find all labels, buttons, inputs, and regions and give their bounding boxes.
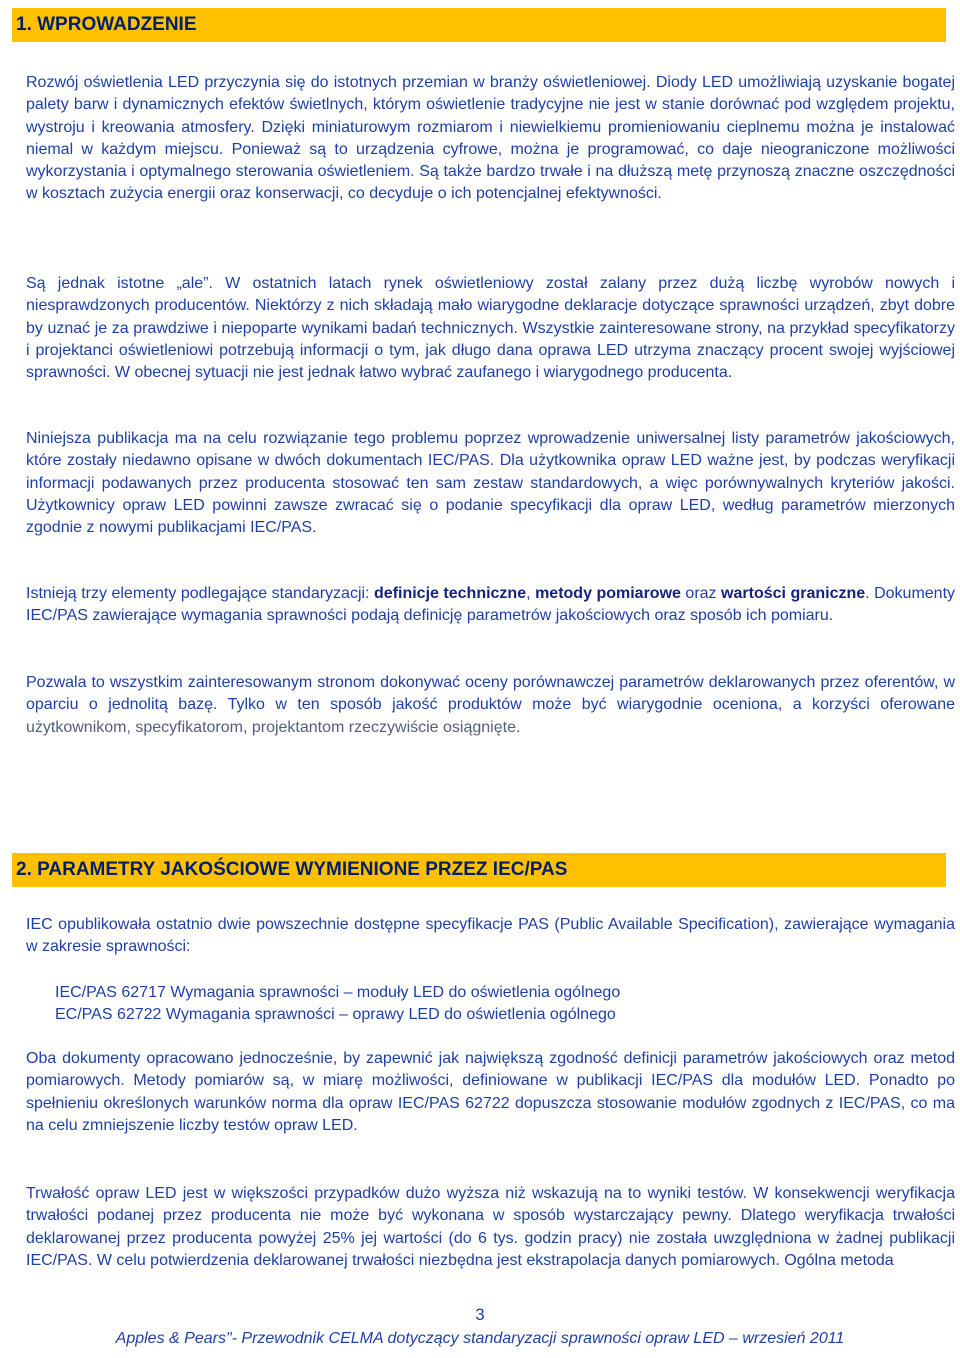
intro-paragraph-2: Są jednak istotne „ale”. W ostatnich latach rynek oświetleniowy został zalany przez dużą liczbę wyrobów nowych i niesprawdzonych producentów. Niektórzy z nich składają mało wiarygodne deklaracje dotyczące sprawności urządzeń, zbyt dobre by uznać je za prawdziwe i niepoparte wynikami badań technicznych. Wszystkie zainteresowane strony, na przykład specyfikatorzy i projektanci oświetleniowi potrzebują informacji o tym, jak długo dana oprawa LED utrzyma znaczący procent swojej wyjściowej sprawności. W obecnej sytuacji nie jest jednak łatwo wybrać zaufanego i wiarygodnego producenta.	[26, 275, 955, 382]
page-footer: Apples & Pears"- Przewodnik CELMA dotyczący standaryzacji sprawności opraw LED – wrzesień 2011	[115, 1330, 845, 1347]
intro-paragraph-5	[26, 672, 955, 739]
intro-paragraph-3: Niniejsza publikacja ma na celu rozwiązanie tego problemu poprzez wprowadzenie uniwersalnej listy parametrów jakościowych, które zostały niedawno opisane w dwóch dokumentach IEC/PAS. Dla użytkownika opraw LED ważne jest, by podczas weryfikacji informacji podawanych przez producenta stosować ten sam zestaw standardowych, a więc porównywalnych kryteriów jakości. Użytkownicy opraw LED powinni zawsze zwracać się o podanie specyfikacji dla opraw LED, według parametrów mierzonych zgodnie z nowymi publikacjami IEC/PAS.	[26, 430, 955, 537]
p4-sep1: ,	[526, 585, 536, 602]
term-limit-values: wartości graniczne	[721, 585, 866, 602]
list-item: IEC/PAS 62717 Wymagania sprawności – moduły LED do oświetlenia ogólnego	[55, 984, 621, 1001]
section-2-heading: 2. PARAMETRY JAKOŚCIOWE WYMIENIONE PRZEZ IEC/PAS	[12, 853, 946, 887]
intro-paragraph-4	[26, 583, 955, 628]
intro-paragraph-1: Rozwój oświetlenia LED przyczynia się do istotnych przemian w branży oświetleniowej. Diody LED umożliwiają uzyskanie bogatej palety barw i dynamicznych efektów świetlnych, którym oświetlenie tradycyjne nie jest w stanie dorównać pod względem projektu, wystroju i kreowania atmosfery. Dzięki miniaturowym rozmiarom i niewielkiemu promieniowaniu cieplnemu można je instalować niemal w każdym miejscu. Ponieważ są to urządzenia cyfrowe, można je programować, co daje nieograniczone możliwości wykorzystania i optymalnego sterowania oświetleniem. Są także bardzo trwałe i na dłuższą metę przynoszą znaczne oszczędności w kosztach zużycia energii oraz konserwacji, co decyduje o ich potencjalnej efektywności.	[26, 74, 955, 203]
list-item: EC/PAS 62722 Wymagania sprawności – oprawy LED do oświetlenia ogólnego	[55, 1006, 616, 1023]
term-technical-definitions: definicje techniczne	[374, 585, 527, 602]
params-paragraph-2: Oba dokumenty opracowano jednocześnie, by zapewnić jak największą zgodność definicji parametrów jakościowych oraz metod pomiarowych. Metody pomiarów są, w miarę możliwości, definiowane w publikacji IEC/PAS dla modułów LED. Ponadto po spełnieniu określonych warunków norma dla opraw IEC/PAS 62722 dopuszcza stosowanie modułów zgodnych z IEC/PAS, co ma na celu zmniejszenie liczby testów opraw LED.	[26, 1050, 955, 1134]
p5-gray-text: użytkownikom, specyfikatorom, projektantom rzeczywiście osiągnięte.	[26, 718, 521, 736]
p4-rest: . Dokumenty IEC/PAS zawierające wymagania sprawności podają definicję parametrów jakościowych oraz sposób ich pomiaru.	[26, 585, 956, 625]
section-1-heading: 1. WPROWADZENIE	[12, 8, 946, 42]
p4-sep2: oraz	[680, 585, 722, 602]
term-measurement-methods: metody pomiarowe	[535, 585, 681, 602]
page-number: 3	[475, 1305, 485, 1324]
p5-main: Pozwala to wszystkim zainteresowanym stronom dokonywać oceny porównawczej parametrów deklarowanych przez oferentów, w oparciu o jednolitą bazę. Tylko w ten sposób jakość produktów może być wiarygodnie oceniona, a korzyści oferowane	[26, 674, 955, 714]
params-paragraph-3: Trwałość opraw LED jest w większości przypadków dużo wyższa niż wskazują na to wyniki testów. W konsekwencji weryfikacja trwałości podanej przez producenta nie może być wykonana w sposób wystarczający pewny. Dlatego weryfikacja trwałości deklarowanej przez producenta powyżej 25% jej wartości (do 6 tys. godzin pracy) nie została uwzględniona w żadnej publikacji IEC/PAS. W celu potwierdzenia deklarowanej trwałości niezbędna jest ekstrapolacja danych pomiarowych. Ogólna metoda	[26, 1185, 955, 1269]
params-paragraph-1: IEC opublikowała ostatnio dwie powszechnie dostępne specyfikacje PAS (Public Available Specification), zawierające wymagania w zakresie sprawności:	[26, 916, 955, 956]
pas-list	[55, 982, 855, 1026]
p4-intro: Istnieją trzy elementy podlegające standaryzacji:	[26, 585, 375, 602]
